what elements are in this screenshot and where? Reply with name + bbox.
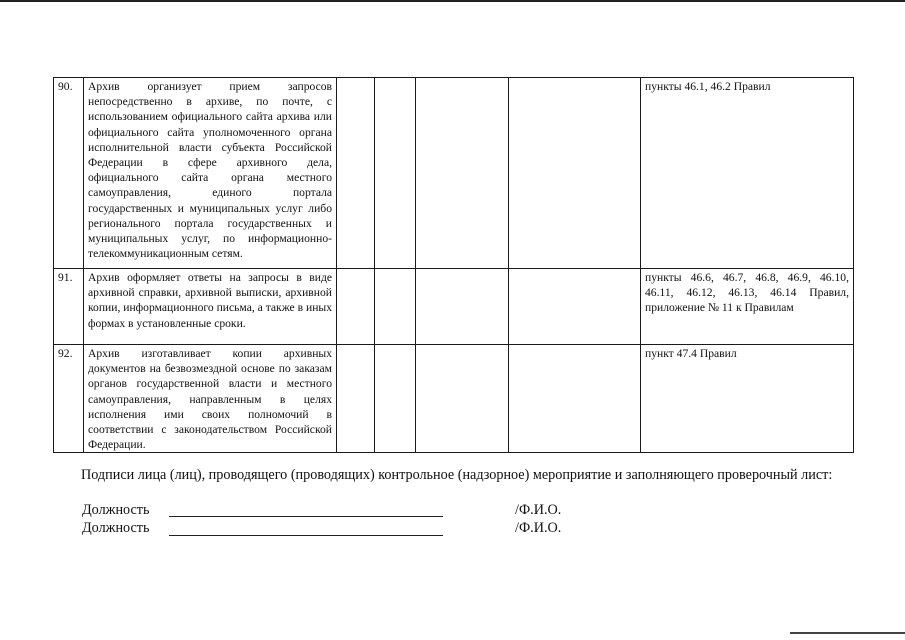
table-row xyxy=(54,345,854,453)
note-cell xyxy=(509,345,641,453)
note-cell xyxy=(509,269,641,345)
signatures-intro: Подписи лица (лиц), проводящего (проводящих) контрольное (надзорное) мероприятие и заполняющего проверочный лист: xyxy=(81,467,833,483)
signature-name-label: /Ф.И.О. xyxy=(515,520,562,536)
note-cell xyxy=(509,78,641,269)
legal-reference: пункт 47.4 Правил xyxy=(641,345,854,453)
signature-underline[interactable] xyxy=(169,516,443,517)
top-border-line xyxy=(0,0,905,2)
answer-yes-cell xyxy=(337,269,375,345)
bottom-border-line xyxy=(790,632,905,634)
answer-yes-cell xyxy=(337,345,375,453)
signature-name-label: /Ф.И.О. xyxy=(515,502,562,518)
answer-na-cell xyxy=(416,269,509,345)
answer-no-cell xyxy=(375,269,416,345)
table-row xyxy=(54,269,854,345)
row-number: 92. xyxy=(54,345,84,453)
requirement-text: Архив организует прием запросов непосредственно в архиве, по почте, с использованием официального сайта архива или официального сайта уполномоченного органа исполнительной власти субъекта Российской Федерации в сфере архивного дела, официального сайта органа местного самоуправления, единого портала государственных и муниципальных услуг либо регионального портала государственных и муниципальных услуг, по информационно-телекоммуникационным сетям. xyxy=(84,78,337,269)
requirement-text: Архив изготавливает копии архивных документов на безвозмездной основе по заказам органов государственной власти и местного самоуправления, направленным в целях исполнения ими своих полномочий в соответствии с законодательством Российской Федерации. xyxy=(84,345,337,453)
signature-position-label: Должность xyxy=(82,520,150,536)
table-row xyxy=(54,78,854,269)
answer-no-cell xyxy=(375,78,416,269)
row-number: 90. xyxy=(54,78,84,269)
legal-reference: пункты 46.6, 46.7, 46.8, 46.9, 46.10, 46.11, 46.12, 46.13, 46.14 Правил, приложение № 11 к Правилам xyxy=(641,269,854,345)
row-number: 91. xyxy=(54,269,84,345)
requirement-text: Архив оформляет ответы на запросы в виде архивной справки, архивной выписки, архивной копии, информационного письма, а также в иных формах в установленные сроки. xyxy=(84,269,337,345)
answer-na-cell xyxy=(416,78,509,269)
signature-underline[interactable] xyxy=(169,535,443,536)
legal-reference: пункты 46.1, 46.2 Правил xyxy=(641,78,854,269)
answer-yes-cell xyxy=(337,78,375,269)
checklist-table xyxy=(53,77,854,453)
answer-na-cell xyxy=(416,345,509,453)
signature-position-label: Должность xyxy=(82,502,150,518)
signatures-section xyxy=(53,467,843,484)
answer-no-cell xyxy=(375,345,416,453)
